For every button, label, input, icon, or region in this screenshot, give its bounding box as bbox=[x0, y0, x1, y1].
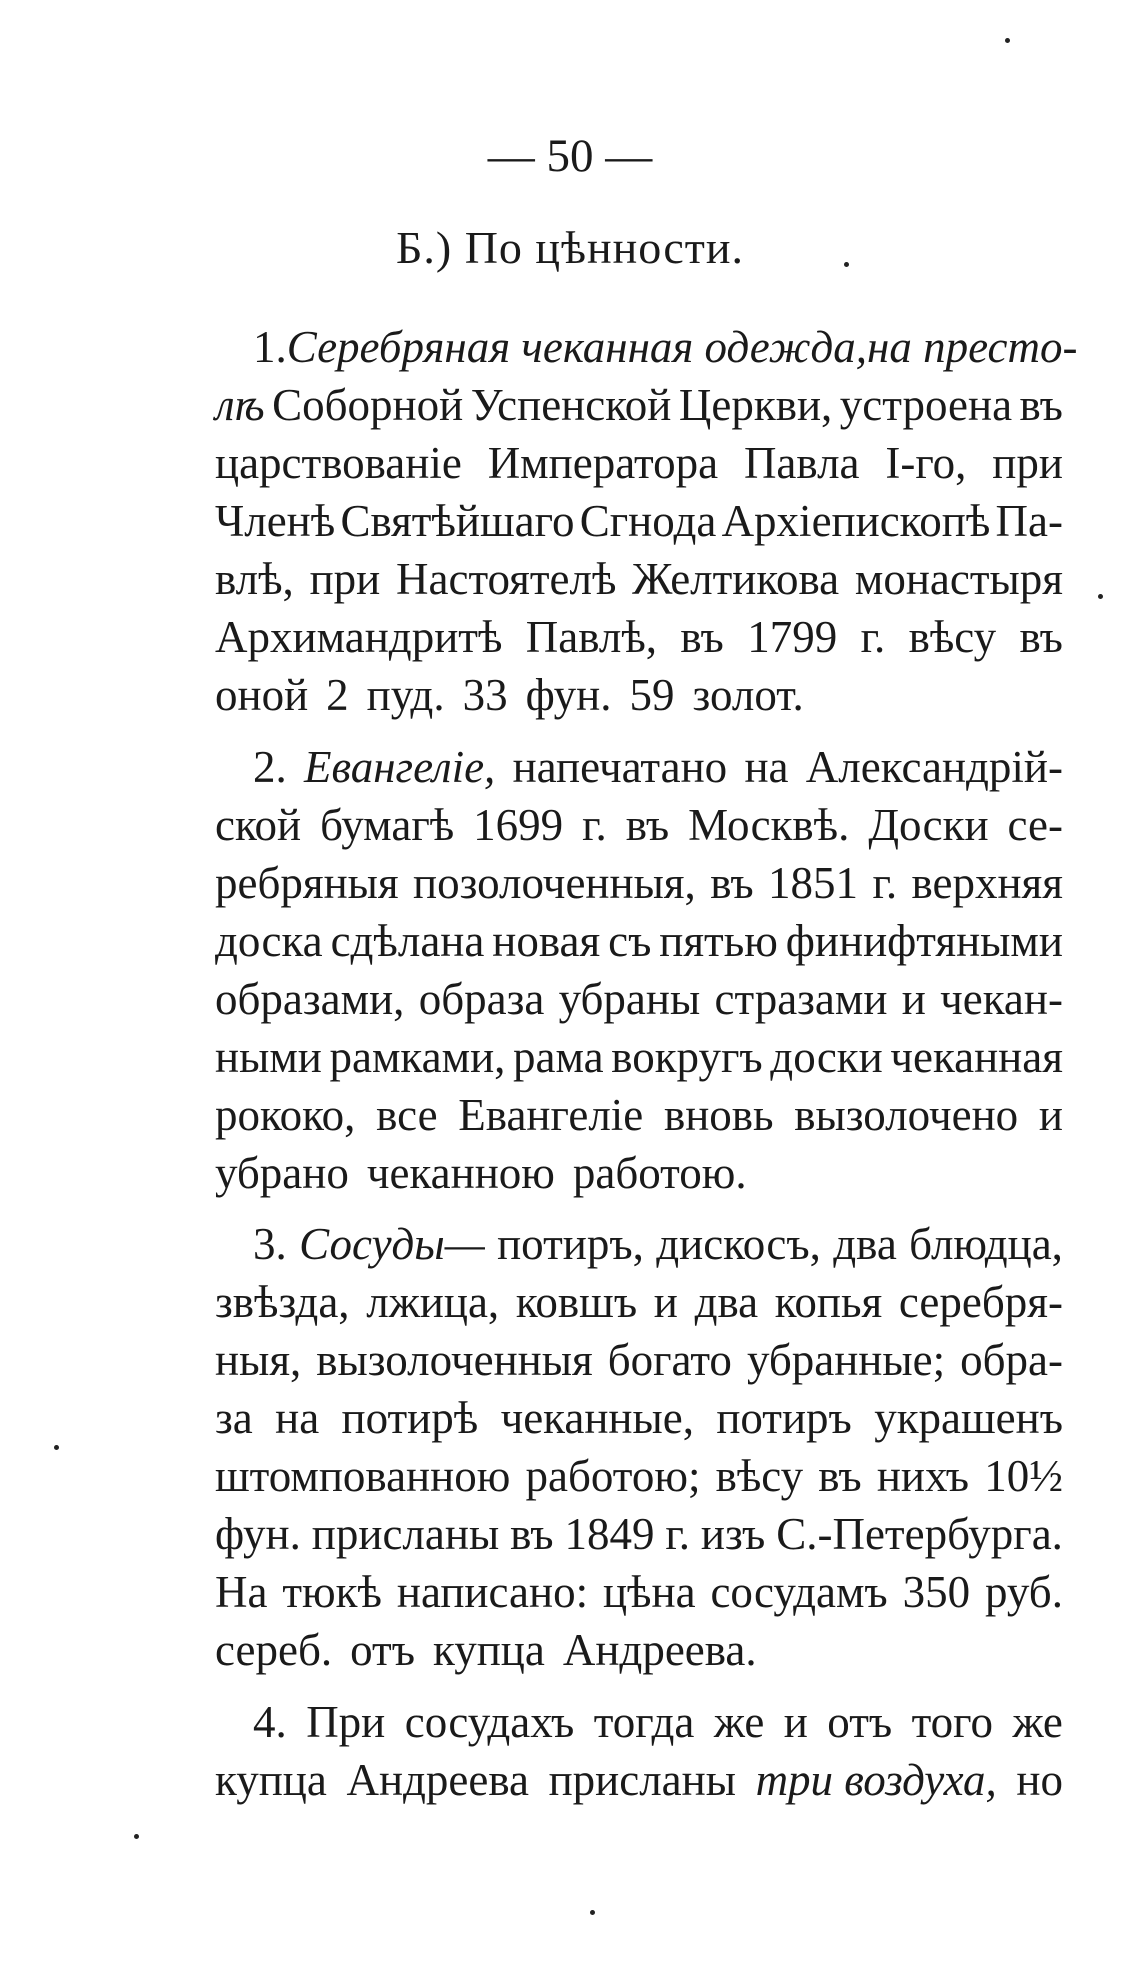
word: же bbox=[713, 1697, 765, 1747]
word: Сгнода bbox=[579, 496, 717, 546]
word: потиръ, bbox=[497, 1219, 644, 1269]
word: Святѣйшаго bbox=[340, 496, 575, 546]
word: При bbox=[306, 1697, 386, 1747]
word: ковшъ bbox=[515, 1277, 638, 1327]
word: и bbox=[783, 1697, 808, 1747]
word: присланы bbox=[311, 1509, 500, 1559]
word: работою; bbox=[525, 1451, 701, 1501]
speck-mark bbox=[54, 1445, 59, 1450]
word: Членѣ bbox=[215, 496, 336, 546]
word: фун. bbox=[215, 1509, 301, 1559]
text-line bbox=[215, 738, 1063, 796]
word: се- bbox=[1007, 800, 1063, 850]
text-line bbox=[215, 1273, 1063, 1331]
text-line bbox=[215, 1693, 1063, 1751]
speck-mark bbox=[134, 1834, 139, 1839]
word: вновь bbox=[663, 1090, 774, 1140]
text-line bbox=[215, 666, 1063, 724]
word: изъ bbox=[700, 1509, 766, 1559]
word: сосудахъ bbox=[404, 1697, 575, 1747]
word: на bbox=[275, 1393, 320, 1443]
word: 1699 bbox=[473, 800, 564, 850]
paragraph-2 bbox=[215, 738, 1063, 1202]
word: сдѣлана bbox=[330, 916, 485, 966]
word: лжица, bbox=[366, 1277, 500, 1327]
word: золот. bbox=[692, 670, 804, 720]
text-line bbox=[215, 492, 1063, 550]
text-line bbox=[215, 318, 1078, 376]
word: Императора bbox=[487, 438, 719, 488]
word: царствованіе bbox=[215, 438, 462, 488]
word: ныя, bbox=[215, 1335, 302, 1385]
word: за bbox=[215, 1393, 253, 1443]
word: ребряныя bbox=[215, 858, 399, 908]
word: 10½ bbox=[984, 1451, 1063, 1501]
word: 350 bbox=[902, 1567, 971, 1617]
word: руб. bbox=[984, 1567, 1063, 1617]
word: купца bbox=[432, 1625, 545, 1675]
word: 3. bbox=[253, 1219, 287, 1269]
word: пуд. bbox=[366, 670, 445, 720]
text-line bbox=[215, 796, 1063, 854]
word: чеканною bbox=[366, 1148, 555, 1198]
word: на bbox=[744, 742, 789, 792]
word: вокругъ bbox=[611, 1032, 763, 1082]
word: устроена bbox=[839, 380, 1013, 430]
text-line bbox=[215, 970, 1063, 1028]
word: верхняя bbox=[911, 858, 1063, 908]
word: Андреева. bbox=[562, 1625, 757, 1675]
word: работою. bbox=[572, 1148, 747, 1198]
word: въ bbox=[710, 858, 754, 908]
word: рамками, bbox=[329, 1032, 506, 1082]
text-line bbox=[215, 1563, 1063, 1621]
word: Соборной bbox=[272, 380, 464, 430]
word: I-го, bbox=[885, 438, 967, 488]
word: 2. bbox=[253, 742, 287, 792]
paragraph-4 bbox=[215, 1693, 1063, 1809]
word: купца bbox=[215, 1755, 327, 1805]
word: Архіепископѣ bbox=[721, 496, 991, 546]
word: Евангеліе, bbox=[304, 742, 496, 792]
word: вызолочено bbox=[794, 1090, 1019, 1140]
word: вызолоченныя bbox=[316, 1335, 593, 1385]
word: Сосуды— bbox=[299, 1219, 485, 1269]
word: убраны bbox=[558, 974, 701, 1024]
word: при bbox=[992, 438, 1063, 488]
word: Настоятелѣ bbox=[396, 554, 617, 604]
text-line bbox=[215, 1086, 1063, 1144]
word: 2 bbox=[326, 670, 349, 720]
word: чеканные, bbox=[500, 1393, 694, 1443]
word: цѣна bbox=[602, 1567, 696, 1617]
word: бумагѣ bbox=[320, 800, 455, 850]
word: въ bbox=[1019, 380, 1063, 430]
text-line bbox=[215, 608, 1063, 666]
word: и bbox=[901, 974, 926, 1024]
word: звѣзда, bbox=[215, 1277, 350, 1327]
word: блюдца, bbox=[909, 1219, 1063, 1269]
text-line bbox=[215, 1751, 1063, 1809]
word: финифтяными bbox=[785, 916, 1063, 966]
word: 33 bbox=[462, 670, 508, 720]
word: С.-Петербурга. bbox=[776, 1509, 1063, 1559]
word: Па- bbox=[995, 496, 1063, 546]
word: 4. bbox=[253, 1697, 287, 1747]
word: Желтикова bbox=[632, 554, 840, 604]
word: чекан- bbox=[940, 974, 1063, 1024]
word: на престо- bbox=[867, 322, 1078, 372]
text-line bbox=[215, 854, 1063, 912]
word: 1799 bbox=[747, 612, 838, 662]
word: Александрій- bbox=[805, 742, 1063, 792]
word: ными bbox=[215, 1032, 322, 1082]
word: доски bbox=[770, 1032, 883, 1082]
speck-mark bbox=[1005, 38, 1010, 43]
text-line bbox=[215, 1505, 1063, 1563]
word: рама bbox=[513, 1032, 604, 1082]
word: съ bbox=[608, 916, 652, 966]
word: На bbox=[215, 1567, 268, 1617]
paragraph-1 bbox=[215, 318, 1078, 724]
word: рококо, bbox=[215, 1090, 356, 1140]
word: 59 bbox=[629, 670, 675, 720]
word: новая bbox=[492, 916, 601, 966]
word: г. bbox=[582, 800, 607, 850]
word: напечатано bbox=[512, 742, 728, 792]
word: три воздуха, bbox=[755, 1755, 997, 1805]
text-line bbox=[215, 1215, 1063, 1273]
text-line bbox=[215, 1144, 1063, 1202]
word: сереб. bbox=[215, 1625, 333, 1675]
word: ской bbox=[215, 800, 302, 850]
word: серебря- bbox=[898, 1277, 1063, 1327]
word: Павла bbox=[743, 438, 860, 488]
word: Церкви, bbox=[678, 380, 833, 430]
word: при bbox=[309, 554, 381, 604]
word: Доски bbox=[868, 800, 989, 850]
word: въ bbox=[510, 1509, 554, 1559]
word: 1849 bbox=[564, 1509, 655, 1559]
paragraph-3 bbox=[215, 1215, 1063, 1679]
text-line bbox=[215, 376, 1063, 434]
word: лѣ bbox=[215, 380, 265, 430]
word: монастыря bbox=[854, 554, 1063, 604]
word: штомпованною bbox=[215, 1451, 511, 1501]
word: потирѣ bbox=[341, 1393, 479, 1443]
word: фун. bbox=[525, 670, 612, 720]
word: все bbox=[376, 1090, 438, 1140]
text-line bbox=[215, 550, 1063, 608]
word: Москвѣ. bbox=[688, 800, 850, 850]
word: богато bbox=[607, 1335, 732, 1385]
word: въ bbox=[680, 612, 724, 662]
word: копья bbox=[774, 1277, 883, 1327]
word: вѣсу bbox=[908, 612, 997, 662]
word: два bbox=[694, 1277, 759, 1327]
word: отъ bbox=[827, 1697, 893, 1747]
word: тюкѣ bbox=[282, 1567, 382, 1617]
text-line bbox=[215, 1389, 1063, 1447]
word: нихъ bbox=[876, 1451, 970, 1501]
word: оной bbox=[215, 670, 309, 720]
word: присланы bbox=[548, 1755, 736, 1805]
word: убранные; bbox=[746, 1335, 946, 1385]
word: стразами bbox=[714, 974, 888, 1024]
word: позолоченныя, bbox=[413, 858, 696, 908]
word: въ bbox=[1019, 612, 1063, 662]
word: доска bbox=[215, 916, 323, 966]
text-line bbox=[215, 912, 1063, 970]
word: чеканная bbox=[890, 1032, 1063, 1082]
word: сосудамъ bbox=[710, 1567, 888, 1617]
page-number: — 50 — bbox=[487, 130, 653, 182]
word: въ bbox=[818, 1451, 862, 1501]
word: Архимандритѣ bbox=[215, 612, 503, 662]
word: образами, bbox=[215, 974, 405, 1024]
word: два bbox=[833, 1219, 897, 1269]
word: Серебряная чеканная одежда, bbox=[286, 322, 868, 372]
word: влѣ, bbox=[215, 554, 294, 604]
text-line bbox=[215, 1331, 1063, 1389]
word: но bbox=[1016, 1755, 1063, 1805]
word: г. bbox=[665, 1509, 690, 1559]
word: 1851 bbox=[768, 858, 859, 908]
word: обра- bbox=[960, 1335, 1063, 1385]
word: въ bbox=[625, 800, 670, 850]
word: Павлѣ, bbox=[525, 612, 658, 662]
text-line bbox=[215, 1028, 1063, 1086]
section-heading: Б.) По цѣнности. bbox=[395, 222, 745, 273]
word: Андреева bbox=[346, 1755, 530, 1805]
word: украшенъ bbox=[874, 1393, 1063, 1443]
word: дискосъ, bbox=[656, 1219, 821, 1269]
word: образа bbox=[418, 974, 545, 1024]
word: 1. bbox=[253, 322, 287, 372]
word: тогда bbox=[593, 1697, 695, 1747]
word: отъ bbox=[350, 1625, 415, 1675]
word: и bbox=[653, 1277, 678, 1327]
word: написано: bbox=[396, 1567, 589, 1617]
text-line bbox=[215, 1621, 1063, 1679]
word: того bbox=[911, 1697, 993, 1747]
speck-mark bbox=[590, 1910, 595, 1915]
word: пятью bbox=[659, 916, 778, 966]
word: г. bbox=[872, 858, 898, 908]
word: Евангеліе bbox=[458, 1090, 644, 1140]
word: Успенской bbox=[470, 380, 672, 430]
word: вѣсу bbox=[715, 1451, 804, 1501]
speck-mark bbox=[844, 262, 849, 267]
word: и bbox=[1038, 1090, 1063, 1140]
word: г. bbox=[860, 612, 886, 662]
text-line bbox=[215, 434, 1063, 492]
word: убрано bbox=[215, 1148, 349, 1198]
speck-mark bbox=[1098, 594, 1103, 599]
word: потиръ bbox=[716, 1393, 852, 1443]
text-line bbox=[215, 1447, 1063, 1505]
word: же bbox=[1012, 1697, 1063, 1747]
